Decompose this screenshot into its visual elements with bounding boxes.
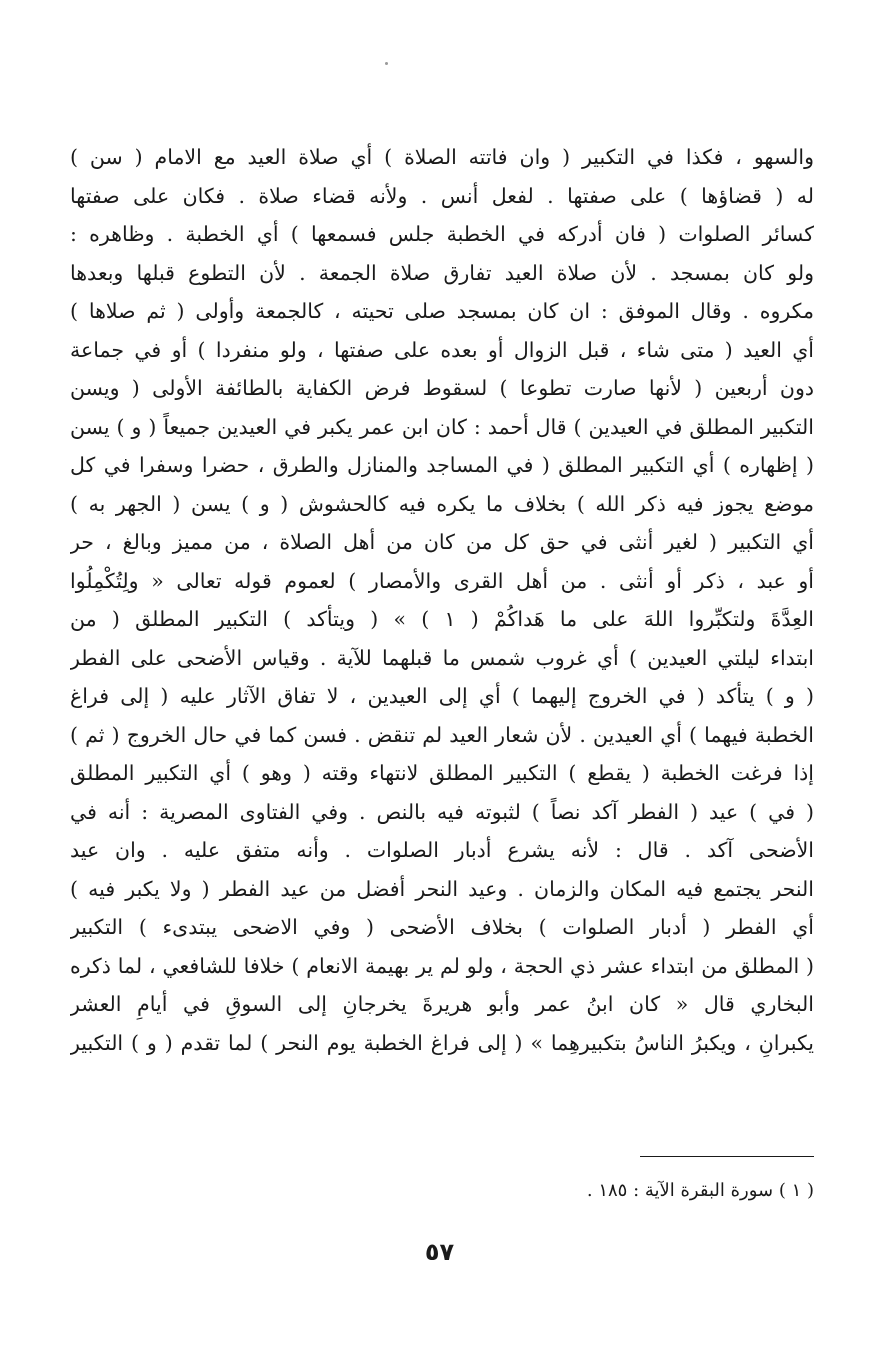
text-line: موضع يجوز فيه ذكر الله ) بخلاف ما يكره فيه كالحشوش ( و ) يسن ( الجهر به ): [70, 491, 814, 516]
text-line: ( إظهاره ) أي التكبير المطلق ( في المساجد والمنازل والطرق ، حضرا وسفرا في كل: [70, 453, 814, 477]
text-line: الأضحى آكد . قال : لأنه يشرع أدبار الصلوات . وأنه متفق عليه . وان عيد: [70, 838, 814, 862]
text-line: له ( قضاؤها ) على صفتها . لفعل أنس . ولأنه قضاء صلاة . فكان على صفتها: [70, 183, 814, 208]
text-line: البخاري قال « كان ابنُ عمر وأبو هريرةَ يخرجانِ إلى السوقِ في أيامِ العشر: [70, 992, 814, 1016]
text-line: والسهو ، فكذا في التكبير ( وان فاتته الصلاة ) أي صلاة العيد مع الامام ( سن ): [70, 145, 814, 169]
text-line: دون أربعين ( لأنها صارت تطوعا ) لسقوط فرض الكفاية بالطائفة الأولى ( ويسن: [70, 376, 814, 400]
text-line: ( في ) عيد ( الفطر آكد نصاً ) لثبوته فيه بالنص . وفي الفتاوى المصرية : أنه في: [70, 799, 814, 824]
text-line: أي الفطر ( أدبار الصلوات ) بخلاف الأضحى ( وفي الاضحى يبتدىء ) التكبير: [70, 915, 814, 939]
text-line: ( و ) يتأكد ( في الخروج إليهما ) أي إلى العيدين ، لا تفاق الآثار عليه ( إلى فراغ: [70, 684, 814, 708]
text-line: أي التكبير ( لغير أنثى في حق كل من كان من أهل الصلاة ، من مميز وبالغ ، حر: [70, 530, 814, 554]
main-text-block: [70, 138, 814, 1062]
scan-speck: [385, 62, 388, 65]
text-line: ابتداء ليلتي العيدين ) أي غروب شمس ما قبلهما للآية . وقياس الأضحى على الفطر: [70, 645, 814, 670]
footnote-divider: [640, 1156, 814, 1157]
footnote: ( ١ ) سورة البقرة الآية : ١٨٥ .: [586, 1180, 814, 1201]
text-line: مكروه . وقال الموفق : ان كان بمسجد صلى تحيته ، كالجمعة وأولى ( ثم صلاها ): [70, 299, 814, 323]
page-number: ٥٧: [424, 1238, 455, 1266]
text-line: كسائر الصلوات ( فان أدركه في الخطبة جلس فسمعها ) أي الخطبة . وظاهره :: [70, 222, 814, 246]
text-line: ولو كان بمسجد . لأن صلاة العيد تفارق صلاة الجمعة . لأن التطوع قبلها وبعدها: [70, 260, 814, 285]
text-line: النحر يجتمع فيه المكان والزمان . وعيد النحر أفضل من عيد الفطر ( ولا يكبر فيه ): [70, 876, 814, 901]
text-line: أي العيد ( متى شاء ، قبل الزوال أو بعده على صفتها ، ولو منفردا ) أو في جماعة: [70, 337, 814, 362]
text-line: الخطبة فيهما ) أي العيدين . لأن شعار العيد لم تنقض . فسن كما في حال الخروج ( ثم ): [70, 722, 814, 747]
text-line: التكبير المطلق في العيدين ) قال أحمد : كان ابن عمر يكبر في العيدين جميعاً ( و ) يسن: [70, 414, 814, 439]
text-line: العِدَّةَ ولتكبِّروا اللهَ على ما هَداكُمْ ( ١ ) » ( ويتأكد ) التكبير المطلق ( من: [70, 607, 814, 631]
text-line: أو عبد ، ذكر أو أنثى . من أهل القرى والأمصار ) لعموم قوله تعالى « ولِتُكْمِلُوا: [70, 568, 814, 593]
text-line: إذا فرغت الخطبة ( يقطع ) التكبير المطلق لانتهاء وقته ( وهو ) أي التكبير المطلق: [70, 761, 814, 785]
text-line: يكبرانِ ، ويكبرُ الناسُ بتكبيرهِما » ( إلى فراغ الخطبة يوم النحر ) لما تقدم ( و ) التكبير: [70, 1030, 814, 1055]
text-line: ( المطلق من ابتداء عشر ذي الحجة ، ولو لم ير بهيمة الانعام ) خلافا للشافعي ، لما ذكره: [70, 953, 814, 978]
